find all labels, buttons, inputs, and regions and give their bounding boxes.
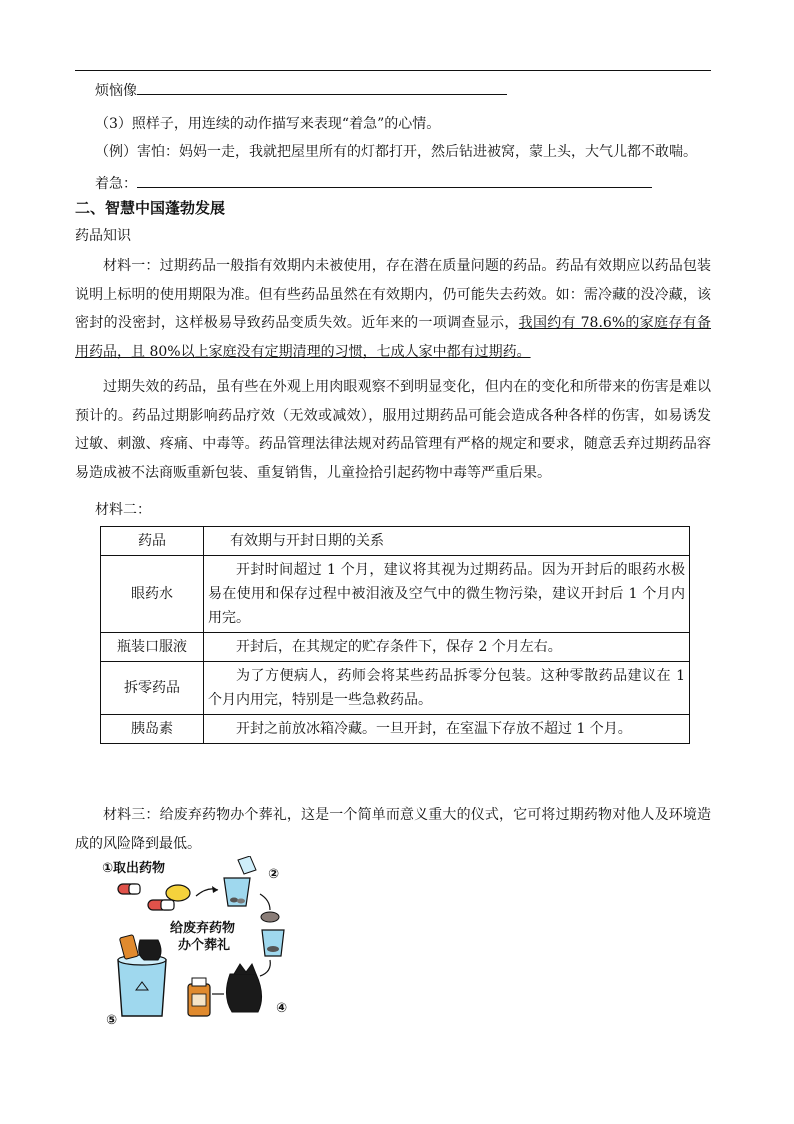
center-text-line-1: 给废弃药物 [170, 921, 236, 936]
material-1-underlined: 我国约有 78.6%的家庭存有备用药品，且 80%以上家庭没有定期清理的习惯，七成人家中都有过期药。 [75, 315, 711, 360]
mixed-cup-icon [262, 930, 284, 956]
table-row [101, 715, 690, 744]
medicine-funeral-illustration [100, 856, 316, 1026]
table-row [101, 662, 690, 715]
step-1-label: ①取出药物 [102, 861, 166, 876]
step-4-label: ④ [276, 1001, 288, 1016]
zhaoji-line [95, 173, 711, 194]
table-cell-description: 为了方便病人，药师会将某些药品拆零分包装。这种零散药品建议在 1 个月内用完，特别是一些急救药品。 [204, 662, 690, 715]
bottle-and-bag-in-bin-icon [119, 935, 161, 960]
material-1-main: 材料一：过期药品一般指有效期内未被使用，存在潜在质量问题的药品。药品有效期应以药品包装说明上标明的使用期限为准。但有些药品虽然在有效期内，仍可能失去药效。如：需冷藏的没冷藏，该密封的没密封，这样极易导致药品变质失效。近年来的一项调查显示， [75, 258, 711, 331]
medicine-table [100, 526, 690, 744]
arrow-3-icon [260, 960, 270, 976]
zhaoji-answer-blank[interactable] [137, 173, 652, 188]
dirt-icon [261, 912, 279, 922]
material-3: 材料三：给废弃药物办个葬礼，这是一个简单而意义重大的仪式，它可将过期药物对他人及环境造成的风险降到最低。 [75, 807, 711, 852]
table-header-row [101, 527, 690, 556]
fannao-label: 烦恼像 [95, 83, 137, 99]
section-heading: 二、智慧中国蓬勃发展 [75, 199, 226, 217]
table-cell-description: 开封之前放冰箱冷藏。一旦开封，在室温下存放不超过 1 个月。 [204, 715, 690, 744]
trash-bin-icon [118, 955, 166, 1016]
arrow-1-head-icon [212, 886, 218, 893]
table-cell-description: 开封时间超过 1 个月，建议将其视为过期药品。因为开封后的眼药水极易在使用和保存过程中被泪液及空气中的微生物污染，建议开封后 1 个月内用完。 [204, 556, 690, 633]
step-5-label: ⑤ [106, 1013, 118, 1026]
table-row [101, 633, 690, 662]
table-cell-medicine: 瓶装口服液 [101, 633, 204, 662]
fannao-answer-blank[interactable] [137, 80, 507, 95]
fannao-line [95, 80, 711, 101]
question-3: （3）照样子，用连续的动作描写来表现“着急”的心情。 [95, 116, 441, 132]
material-2-label: 材料二： [95, 502, 151, 518]
table-cell-medicine: 拆零药品 [101, 662, 204, 715]
table-cell-medicine: 胰岛素 [101, 715, 204, 744]
center-text-line-2: 办个葬礼 [178, 938, 231, 953]
top-rule [75, 70, 711, 71]
arrow-2-icon [260, 894, 270, 910]
paragraph-expired: 过期失效的药品，虽有些在外观上用肉眼观察不到明显变化，但内在的变化和所带来的伤害是难以预计的。药品过期影响药品疗效（无效或减效），服用过期药品可能会造成各种各样的伤害，如易诱发过敏、刺激、疼痛、中毒等。药品管理法律法规对药品管理有严格的规定和要求，随意丢弃过期药品容易造成被不法商贩重新包装、重复销售，儿童捡拾引起药物中毒等严重后果。 [75, 379, 711, 481]
table-header: 有效期与开封日期的关系 [204, 527, 690, 556]
zhaoji-label: 着急： [95, 176, 137, 192]
cup-with-water-icon [224, 856, 256, 906]
table-cell-medicine: 眼药水 [101, 556, 204, 633]
table-cell-description: 开封后，在其规定的贮存条件下，保存 2 个月左右。 [204, 633, 690, 662]
medicine-bottle-icon [188, 978, 210, 1016]
step-2-label: ② [268, 867, 280, 882]
subheading: 药品知识 [75, 228, 131, 244]
table-header: 药品 [101, 527, 204, 556]
material-1 [75, 252, 711, 366]
example-text: （例）害怕：妈妈一走，我就把屋里所有的灯都打开，然后钻进被窝，蒙上头，大气儿都不敢喘。 [95, 144, 697, 160]
table-row [101, 556, 690, 633]
sealed-bag-icon [226, 964, 261, 1012]
pills-icon [118, 884, 190, 910]
